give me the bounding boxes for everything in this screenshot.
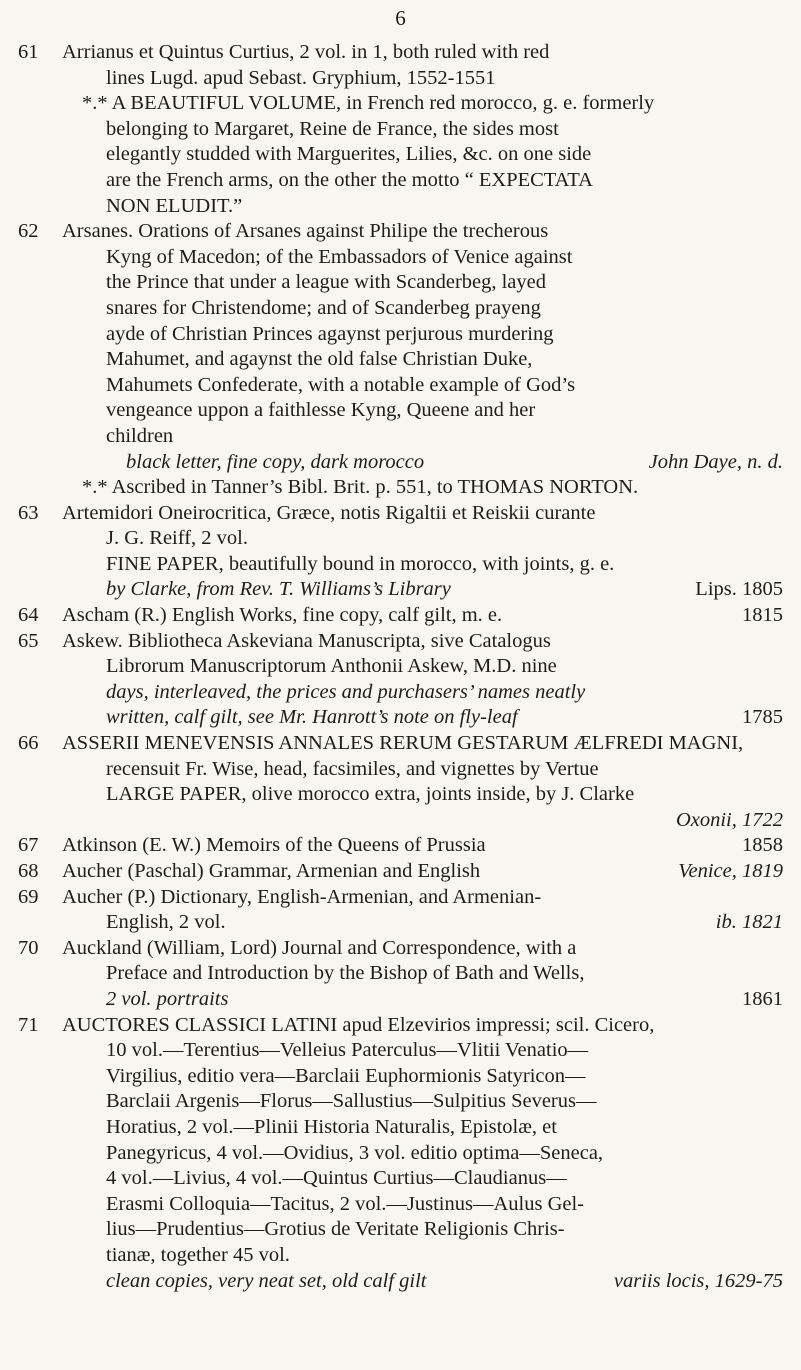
entry-line: Ascham (R.) English Works, fine copy, calf gilt, m. e. <box>62 604 503 627</box>
binding-description: clean copies, very neat set, old calf gilt <box>106 1269 427 1292</box>
imprint: Lips. 1805 <box>695 578 783 601</box>
entry-line: Panegyricus, 4 vol.—Ovidius, 3 vol. editio optima—Seneca, <box>106 1141 604 1164</box>
entry-line-with-imprint <box>62 910 783 936</box>
lot-number: 61 <box>18 41 39 63</box>
entry-line: AUCTORES CLASSICI LATINI apud Elzevirios impressi; scil. Cicero, <box>62 1013 655 1036</box>
imprint: variis locis, 1629-75 <box>613 1269 783 1292</box>
catalogue-entry <box>18 603 783 629</box>
binding-description: by Clarke, from Rev. T. Williams’s Library <box>106 578 451 601</box>
entry-line-with-imprint <box>62 859 783 885</box>
entry-line: Arrianus et Quintus Curtius, 2 vol. in 1, both ruled with red <box>62 41 550 63</box>
entry-line: Barclaii Argenis—Florus—Sallustius—Sulpitius Severus— <box>106 1090 597 1113</box>
catalogue-entry <box>18 219 783 501</box>
entry-line: recensuit Fr. Wise, head, facsimiles, and vignettes by Vertue <box>106 757 599 780</box>
entry-line-with-imprint <box>62 1269 783 1295</box>
lot-number: 66 <box>18 732 39 755</box>
lot-number: 71 <box>18 1013 39 1036</box>
entry-line: FINE PAPER, beautifully bound in morocco, with joints, g. e. <box>106 552 615 575</box>
entry-line: snares for Christendome; and of Scanderbeg prayeng <box>106 296 541 319</box>
page-number: 6 <box>395 6 406 30</box>
note-line: NON ELUDIT.” <box>106 194 243 217</box>
lot-number: 68 <box>18 860 39 882</box>
entry-line-with-imprint <box>62 833 783 859</box>
entry-line-with-imprint <box>62 987 783 1013</box>
catalogue-entry <box>18 629 783 731</box>
imprint: 1785 <box>742 706 783 729</box>
entry-line: 4 vol.—Livius, 4 vol.—Quintus Curtius—Claudianus— <box>106 1167 567 1190</box>
entry-line: Atkinson (E. W.) Memoirs of the Queens of Prussia <box>62 834 486 857</box>
note-line: elegantly studded with Marguerites, Lilies, &c. on one side <box>106 143 592 166</box>
lot-number: 62 <box>18 220 39 243</box>
imprint: John Daye, n. d. <box>648 450 783 473</box>
catalogue-entry <box>18 501 783 603</box>
entry-line: lines Lugd. apud Sebast. Gryphium, 1552-1551 <box>106 66 496 89</box>
entry-line: Aucher (P.) Dictionary, English-Armenian, and Armenian- <box>62 885 542 908</box>
entry-line: tianæ, together 45 vol. <box>106 1243 290 1266</box>
entry-line-with-imprint <box>62 705 783 731</box>
entry-line: Artemidori Oneirocritica, Græce, notis Rigaltii et Reiskii curante <box>62 501 596 524</box>
catalogue-entry <box>18 936 783 1013</box>
entry-line: J. G. Reiff, 2 vol. <box>106 527 248 550</box>
binding-description: black letter, fine copy, dark morocco <box>126 450 425 473</box>
entry-line: the Prince that under a league with Scanderbeg, layed <box>106 271 547 294</box>
entry-line: Arsanes. Orations of Arsanes against Philipe the trecherous <box>62 220 549 243</box>
catalogue-entry <box>18 731 783 833</box>
entry-line: 10 vol.—Terentius—Velleius Paterculus—Vlitii Venatio— <box>106 1039 589 1062</box>
entry-line: Preface and Introduction by the Bishop of Bath and Wells, <box>106 962 585 985</box>
entry-line-with-imprint <box>62 603 783 629</box>
entry-line: Aucher (Paschal) Grammar, Armenian and English <box>62 860 481 882</box>
catalogue-entry <box>18 1013 783 1295</box>
note-line: *.* Ascribed in Tanner’s Bibl. Brit. p. 551, to THOMAS NORTON. <box>82 476 639 499</box>
note-line: *.* A BEAUTIFUL VOLUME, in French red morocco, g. e. formerly <box>82 92 655 115</box>
entry-line: LARGE PAPER, olive morocco extra, joints inside, by J. Clarke <box>106 783 635 806</box>
note-line: belonging to Margaret, Reine de France, the sides most <box>106 117 559 140</box>
entry-line: Virgilius, editio vera—Barclaii Euphormionis Satyricon— <box>106 1064 586 1087</box>
lot-number: 65 <box>18 629 39 652</box>
entry-line: Horatius, 2 vol.—Plinii Historia Naturalis, Epistolæ, et <box>106 1115 557 1138</box>
catalogue-entry <box>18 40 783 219</box>
lot-number: 64 <box>18 604 39 627</box>
catalogue-entry <box>18 885 783 936</box>
imprint: 1858 <box>742 834 783 857</box>
entry-line: children <box>106 424 174 447</box>
entry-line: days, interleaved, the prices and purchasers’ names neatly <box>106 680 586 703</box>
lot-number: 63 <box>18 501 39 524</box>
imprint: 1815 <box>742 604 783 627</box>
entry-line: Librorum Manuscriptorum Anthonii Askew, M.D. nine <box>106 655 557 678</box>
entry-line: Mahumets Confederate, with a notable example of God’s <box>106 373 576 396</box>
imprint: Oxonii, 1722 <box>675 808 783 831</box>
entry-line: written, calf gilt, see Mr. Hanrott’s note on fly-leaf <box>106 706 518 729</box>
entry-line: 2 vol. portraits <box>106 987 229 1010</box>
entry-line: Askew. Bibliotheca Askeviana Manuscripta, sive Catalogus <box>62 629 551 652</box>
imprint: ib. 1821 <box>715 911 783 934</box>
imprint: 1861 <box>742 987 783 1010</box>
entry-line-with-imprint <box>62 450 783 476</box>
note-line: are the French arms, on the other the motto “ EXPECTATA <box>106 168 593 191</box>
entry-line: ASSERII MENEVENSIS ANNALES RERUM GESTARUM ÆLFREDI MAGNI, <box>62 732 744 755</box>
entry-line-with-imprint <box>62 577 783 603</box>
catalogue-entry <box>18 859 783 885</box>
lot-number: 67 <box>18 834 39 857</box>
entry-line: English, 2 vol. <box>106 911 226 934</box>
entry-line: Mahumet, and agaynst the old false Christian Duke, <box>106 348 533 371</box>
lot-number: 70 <box>18 936 39 959</box>
entry-line: lius—Prudentius—Grotius de Veritate Religionis Chris- <box>106 1218 565 1241</box>
entry-line: Kyng of Macedon; of the Embassadors of Venice against <box>106 245 573 268</box>
entry-line: Auckland (William, Lord) Journal and Correspondence, with a <box>62 936 577 959</box>
lot-number: 69 <box>18 885 39 908</box>
entry-line: vengeance uppon a faithlesse Kyng, Queene and her <box>106 399 536 422</box>
catalogue-entry <box>18 833 783 859</box>
entry-line: Erasmi Colloquia—Tacitus, 2 vol.—Justinus—Aulus Gel- <box>106 1192 585 1215</box>
entry-line: ayde of Christian Princes agaynst perjurous murdering <box>106 322 554 345</box>
imprint: Venice, 1819 <box>678 860 783 882</box>
